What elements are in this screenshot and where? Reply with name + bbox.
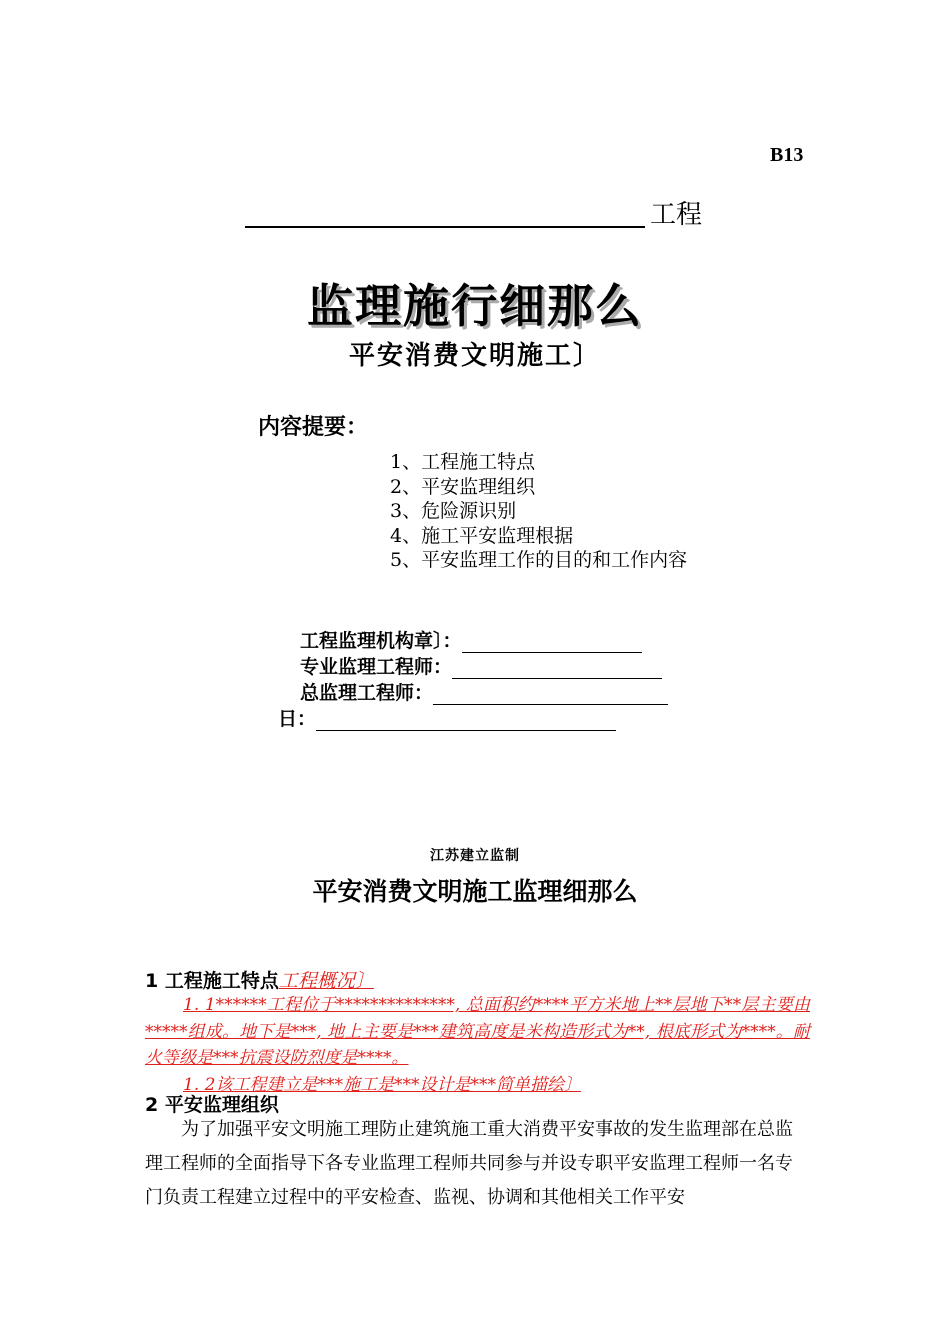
section-title: 平安消费文明施工监理细那么 — [312, 877, 638, 906]
heading-1-label: 1 工程施工特点 — [145, 970, 279, 992]
toc-heading: 内容提要： — [258, 415, 369, 440]
toc-item: 2、平安监理组织 — [390, 475, 536, 498]
main-title: 监理施行细那么 — [307, 279, 643, 333]
signature-chief-blank — [433, 682, 668, 705]
publisher: 江苏建立监制 — [430, 848, 520, 864]
toc-list — [390, 450, 687, 573]
paragraph-1-1: 1. 1******工程位于**************, 总面积约****平方米地上**层地下**层主要由*****组成。地下是***, 地上主要是***建筑高度是米构造形式为**, 根底形式为****。耐火等级是***抗震设防烈度是****。 — [145, 995, 810, 1068]
signature-institution-label: 工程监理机构章〕： — [300, 630, 462, 652]
signature-specialist-label: 专业监理工程师： — [300, 656, 453, 678]
heading-2: 2 平安监理组织 — [145, 1094, 279, 1116]
paragraph-2: 为了加强平安文明施工理防止建筑施工重大消费平安事故的发生监理部在总监理工程师的全面指导下各专业监理工程师共同参与并设专职平安监理工程师一名专门负责工程建立过程中的平安检查、监视、协调和其他相关工作平安 — [145, 1119, 793, 1208]
signature-chief — [300, 678, 668, 705]
signature-date-label: 日： — [278, 708, 317, 730]
signature-chief-label: 总监理工程师： — [300, 682, 434, 704]
signature-specialist-blank — [452, 656, 662, 679]
project-suffix: 工程 — [650, 200, 703, 230]
project-overview — [145, 992, 810, 1098]
signature-specialist — [300, 652, 662, 679]
project-name-blank — [245, 196, 645, 228]
signature-institution — [300, 626, 642, 653]
signature-date-blank — [316, 708, 616, 731]
signature-date — [278, 704, 616, 731]
toc-item: 1、工程施工特点 — [390, 451, 536, 473]
heading-1 — [145, 966, 374, 993]
toc-item: 3、危险源识别 — [390, 500, 517, 522]
paragraph-1-2: 1. 2该工程建立是***施工是***设计是***简单描绘〕 — [183, 1074, 581, 1095]
toc-item: 5、平安监理工作的目的和工作内容 — [390, 549, 688, 571]
sub-title: 平安消费文明施工〕 — [348, 341, 601, 371]
signature-institution-blank — [462, 630, 642, 653]
document-code: B13 — [770, 144, 804, 166]
toc-item: 4、施工平安监理根据 — [390, 524, 574, 547]
heading-1-link[interactable]: 工程概况〕 — [278, 970, 374, 992]
